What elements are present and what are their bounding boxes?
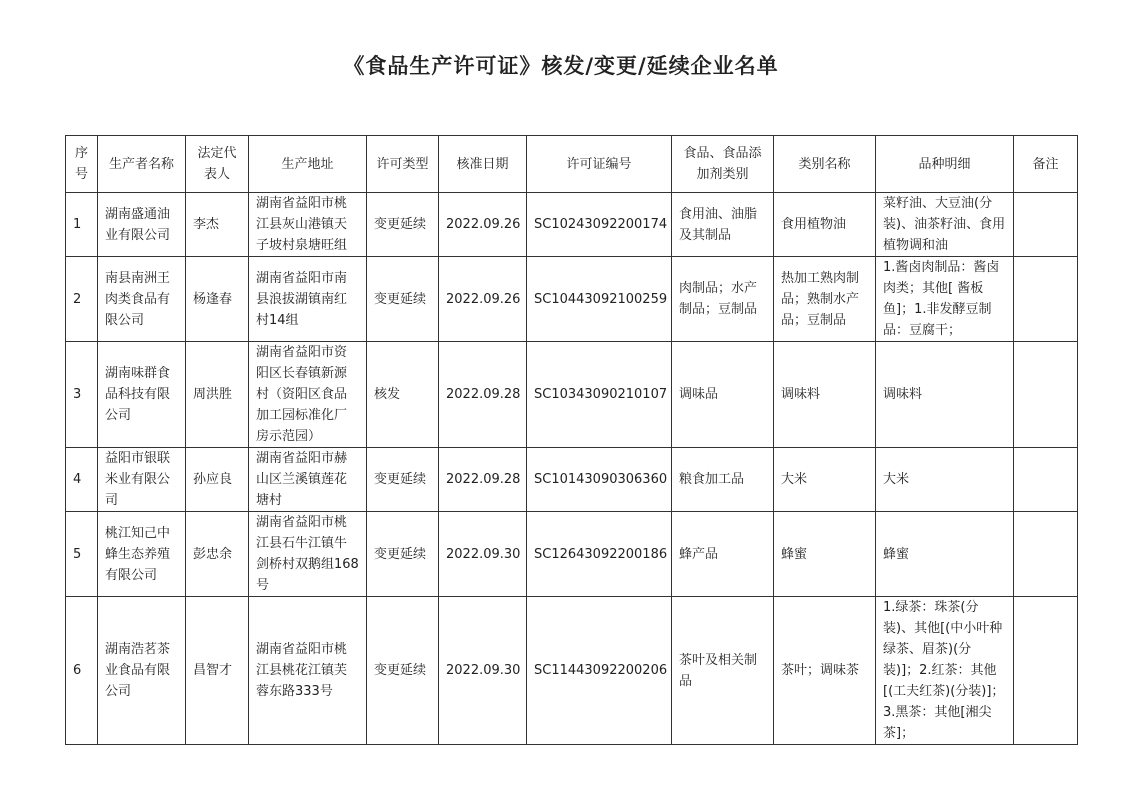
representative-cell: 昌智才 [186,597,249,745]
date-cell: 2022.09.28 [439,448,527,512]
food-category-cell: 肉制品；水产制品；豆制品 [672,257,774,342]
producer-cell: 桃江知己中蜂生态养殖有限公司 [98,512,186,597]
producer-cell: 湖南味群食品科技有限公司 [98,342,186,448]
variety-detail-cell: 大米 [876,448,1014,512]
remark-cell [1014,597,1078,745]
producer-cell: 湖南浩茗茶业食品有限公司 [98,597,186,745]
license-number-cell: SC12643092200186 [527,512,672,597]
index-cell: 6 [66,597,98,745]
license-type-cell: 变更延续 [367,512,439,597]
header-cell: 食品、食品添加剂类别 [672,136,774,193]
category-name-cell: 大米 [774,448,876,512]
address-cell: 湖南省益阳市赫山区兰溪镇莲花塘村 [249,448,367,512]
index-cell: 1 [66,193,98,257]
food-category-cell: 粮食加工品 [672,448,774,512]
header-cell: 类别名称 [774,136,876,193]
food-category-cell: 蜂产品 [672,512,774,597]
license-number-cell: SC10143090306360 [527,448,672,512]
category-name-cell: 蜂蜜 [774,512,876,597]
header-cell: 法定代表人 [186,136,249,193]
food-category-cell: 食用油、油脂及其制品 [672,193,774,257]
category-name-cell: 调味料 [774,342,876,448]
date-cell: 2022.09.26 [439,193,527,257]
address-cell: 湖南省益阳市桃江县石牛江镇牛剑桥村双鹅组168号 [249,512,367,597]
header-cell: 序号 [66,136,98,193]
header-cell: 生产者名称 [98,136,186,193]
header-cell: 许可类型 [367,136,439,193]
table-row [66,597,1078,745]
address-cell: 湖南省益阳市桃江县灰山港镇天子坡村泉塘旺组 [249,193,367,257]
address-cell: 湖南省益阳市南县浪拔湖镇南红村14组 [249,257,367,342]
header-cell: 许可证编号 [527,136,672,193]
table-row [66,512,1078,597]
category-name-cell: 热加工熟肉制品；熟制水产品；豆制品 [774,257,876,342]
variety-detail-cell: 调味料 [876,342,1014,448]
index-cell: 5 [66,512,98,597]
date-cell: 2022.09.28 [439,342,527,448]
remark-cell [1014,342,1078,448]
food-category-cell: 茶叶及相关制品 [672,597,774,745]
variety-detail-cell: 1.绿茶：珠茶(分装)、其他[(中小叶种绿茶、眉茶)(分装)]；2.红茶：其他[(工夫红茶)(分装)]；3.黑茶：其他[湘尖茶]； [876,597,1014,745]
address-cell: 湖南省益阳市资阳区长春镇新源村（资阳区食品加工园标准化厂房示范园） [249,342,367,448]
representative-cell: 李杰 [186,193,249,257]
producer-cell: 南县南洲王肉类食品有限公司 [98,257,186,342]
table-row [66,448,1078,512]
index-cell: 4 [66,448,98,512]
table-row [66,193,1078,257]
header-cell: 备注 [1014,136,1078,193]
category-name-cell: 食用植物油 [774,193,876,257]
representative-cell: 杨逢春 [186,257,249,342]
food-category-cell: 调味品 [672,342,774,448]
license-number-cell: SC10243092200174 [527,193,672,257]
variety-detail-cell: 菜籽油、大豆油(分装)、油茶籽油、食用植物调和油 [876,193,1014,257]
remark-cell [1014,257,1078,342]
header-cell: 核准日期 [439,136,527,193]
license-type-cell: 变更延续 [367,193,439,257]
license-number-cell: SC11443092200206 [527,597,672,745]
license-number-cell: SC10343090210107 [527,342,672,448]
date-cell: 2022.09.30 [439,597,527,745]
license-type-cell: 变更延续 [367,448,439,512]
license-type-cell: 变更延续 [367,597,439,745]
header-cell: 生产地址 [249,136,367,193]
permit-table [65,135,1078,745]
producer-cell: 湖南盛通油业有限公司 [98,193,186,257]
remark-cell [1014,193,1078,257]
representative-cell: 周洪胜 [186,342,249,448]
producer-cell: 益阳市银联米业有限公司 [98,448,186,512]
index-cell: 3 [66,342,98,448]
address-cell: 湖南省益阳市桃江县桃花江镇芙蓉东路333号 [249,597,367,745]
license-type-cell: 核发 [367,342,439,448]
variety-detail-cell: 1.酱卤肉制品：酱卤肉类；其他[ 酱板鱼]；1.非发酵豆制品：豆腐干； [876,257,1014,342]
table-header-row [66,136,1078,193]
category-name-cell: 茶叶；调味茶 [774,597,876,745]
remark-cell [1014,512,1078,597]
license-type-cell: 变更延续 [367,257,439,342]
date-cell: 2022.09.30 [439,512,527,597]
header-cell: 品种明细 [876,136,1014,193]
index-cell: 2 [66,257,98,342]
license-number-cell: SC10443092100259 [527,257,672,342]
representative-cell: 孙应良 [186,448,249,512]
representative-cell: 彭忠余 [186,512,249,597]
date-cell: 2022.09.26 [439,257,527,342]
remark-cell [1014,448,1078,512]
table-row [66,257,1078,342]
page-title: 《食品生产许可证》核发/变更/延续企业名单 [343,54,779,78]
variety-detail-cell: 蜂蜜 [876,512,1014,597]
table-row [66,342,1078,448]
